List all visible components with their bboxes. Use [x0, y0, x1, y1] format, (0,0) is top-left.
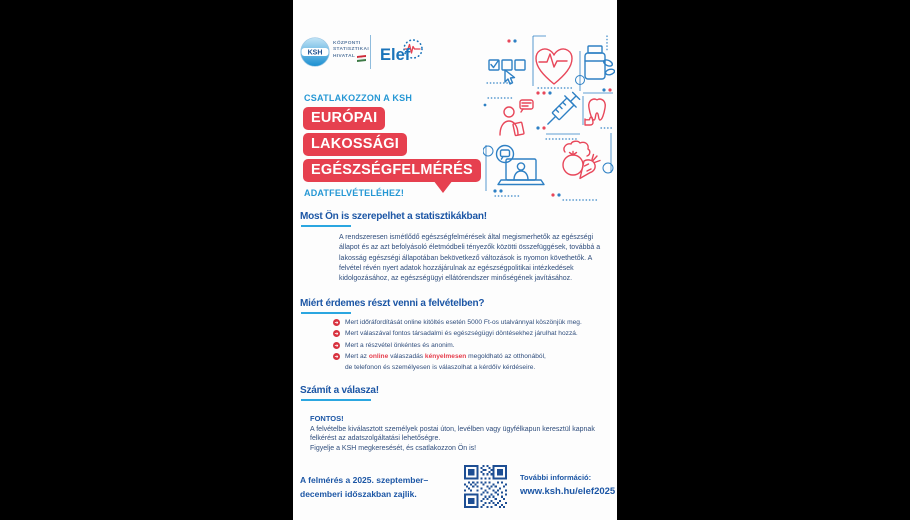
bullet-item [333, 319, 582, 327]
vegetables-icon [563, 141, 600, 178]
section-title-answer: Számít a válasza! [300, 385, 379, 396]
elef-flyer-page [293, 0, 617, 520]
bullet-arrow-icon: ➜ [334, 342, 339, 348]
pill-bottle-icon [585, 46, 615, 79]
ksh-abbr: KSH [307, 49, 323, 57]
bullet-arrow-icon: ➜ [334, 320, 339, 325]
elef-logo [379, 36, 427, 68]
illustration-decor [486, 36, 613, 191]
tooth-thumbs-up-icon [585, 99, 605, 125]
laptop-video-call-icon [497, 146, 545, 185]
tagline-text: ADATFELVÉTELÉHEZ! [304, 188, 405, 198]
kicker-text: CSATLAKOZZON A KSH [304, 93, 413, 103]
important-text-line1: A felvételbe kiválasztott személyek postai úton, levélben vagy ügyfélkapun keresztül kapnak felkérést az adatszolgáltatási lehetőségre. [310, 426, 595, 443]
interviewer-speech-icon [500, 100, 533, 136]
bullet-item [333, 342, 582, 350]
title-badge-lakossagi: LAKOSSÁGI [303, 133, 407, 156]
ksh-office-name: KÖZPONTI STATISZTIKAI HIVATAL [333, 41, 369, 59]
title-underline [301, 312, 351, 314]
bullet-text: Mert az online válaszadás kényelmesen megoldható az otthonából, [345, 353, 546, 361]
important-label: FONTOS! [310, 414, 344, 423]
syringe-icon [542, 90, 582, 130]
bullet-item [333, 353, 582, 371]
bullet-arrow-icon: ➜ [334, 354, 339, 360]
bullet-text: Mert időráfordítását online kitöltés esetén 5000 Ft-os utalvánnyal köszönjük meg. [345, 319, 582, 326]
survey-url: www.ksh.hu/elef2025 [520, 486, 616, 497]
bullet-text-line2: de telefonon és személyesen is válaszolhat a kérdőív kérdéseire. [345, 363, 536, 371]
title-underline [301, 225, 351, 227]
bullet-item [333, 330, 582, 338]
health-survey-illustration [483, 33, 615, 205]
bullet-text: Mert a részvétel önkéntes és anonim. [345, 341, 455, 349]
more-info-block [520, 473, 615, 497]
section-title-stats: Most Ön is szerepelhet a statisztikákban! [300, 211, 487, 222]
stats-paragraph: A rendszeresen ismétlődő egészségfelmérések által megismerhetők az egészségi állapot és az azt befolyásoló életmódbeli tényezők közötti összefüggések, továbbá a lakosság egészségi állapotában bekövetkező változások is nyomon követhetők. A felvétel révén nyert adatok hozzájárulnak az egészségpolitikai intézkedések kidolgozásához, az egészségügyi ellátórendszer minőségének javításához. [339, 234, 601, 283]
speech-bubble-tail [433, 180, 453, 193]
hungarian-flag-icon [357, 55, 367, 63]
why-bullet-list [333, 319, 582, 375]
survey-period-text: A felmérés a 2025. szeptember–decemberi időszakban zajlik. [300, 475, 429, 499]
important-note [310, 414, 605, 453]
ksh-logo [300, 37, 330, 67]
title-badge-egeszsegfelmeres: EGÉSZSÉGFELMÉRÉS [303, 159, 481, 182]
logo-divider [370, 35, 371, 69]
important-text-line2: Figyelje a KSH megkeresését, és csatlakozzon Ön is! [310, 444, 477, 452]
section-title-why: Miért érdemes részt venni a felvételben? [300, 298, 485, 309]
survey-checkboxes-cursor-icon [489, 60, 525, 84]
more-info-label: További információ: [520, 473, 592, 482]
bullet-text: Mert válaszával fontos társadalmi és egészségügyi döntésekhez járulhat hozzá. [345, 330, 578, 338]
heart-ecg-icon [536, 49, 572, 84]
svg-text:Elef: Elef [380, 46, 411, 64]
bullet-arrow-icon: ➜ [334, 331, 339, 337]
qr-code [463, 464, 508, 509]
title-badges [303, 107, 481, 182]
title-badge-europai: EURÓPAI [303, 107, 385, 130]
title-underline [301, 399, 371, 401]
